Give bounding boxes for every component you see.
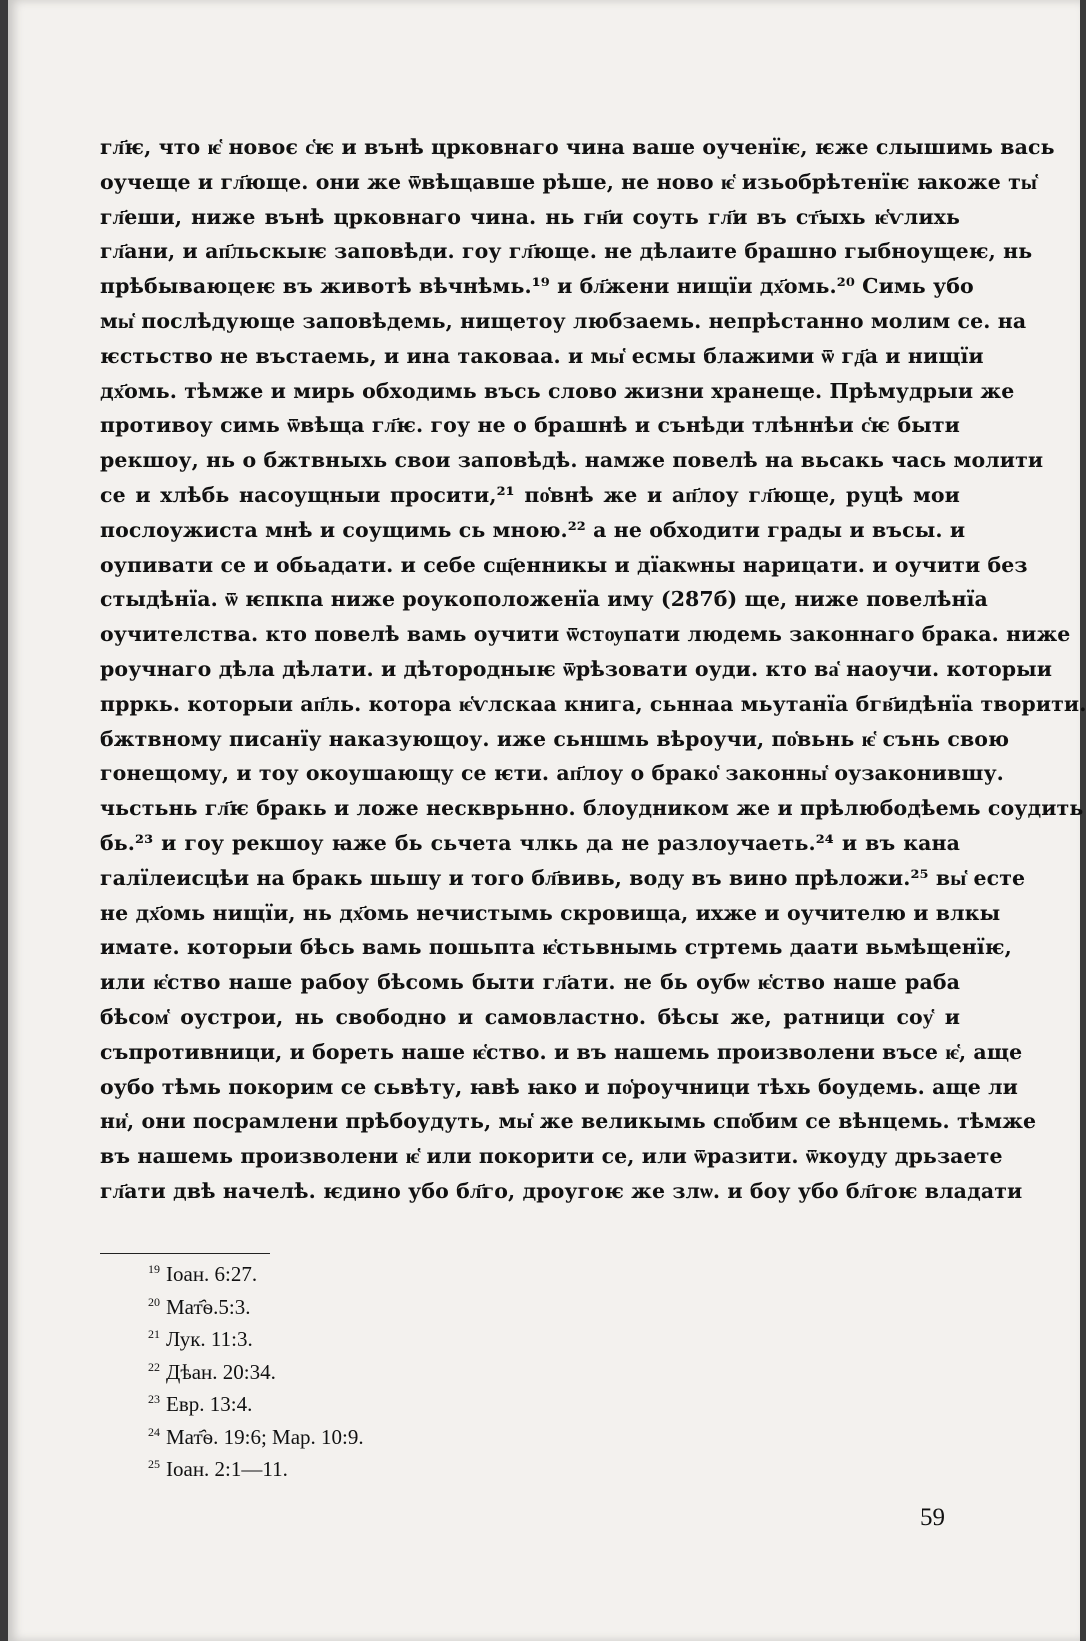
footnote-number: 20 xyxy=(148,1294,160,1309)
footnote-text: Мат҄ѳ.5:3. xyxy=(166,1294,251,1319)
page-number: 59 xyxy=(920,1504,945,1531)
footnote-number: 24 xyxy=(148,1424,160,1439)
footnote-separator xyxy=(100,1253,270,1254)
text-line: оучеще и гл҃юще. они же ѿвѣщавше рѣше, не ново ѥ҅ изьобрѣтенїѥ ꙗкоже ты҅ xyxy=(100,169,1038,194)
footnote-number: 22 xyxy=(148,1359,160,1374)
footnotes-block xyxy=(148,1256,364,1484)
footnote-text: Лук. 11:3. xyxy=(166,1327,253,1351)
footnote xyxy=(148,1289,364,1322)
text-line: бѣсом҅ оустрои, нь свободно и самовластно. бѣсы же, ратници соу҅ и xyxy=(100,1004,960,1029)
footnote-text: Дѣан. 20:34. xyxy=(166,1359,276,1384)
text-line: гл҃ати двѣ начелѣ. ѥдино убо бл҃го, дроугоѥ же злѡ. и боу убо бл҃гоѥ владати xyxy=(100,1178,1023,1203)
text-line: прѣбываюцеѥ въ животѣ вѣчнѣмь.¹⁹ и бл҃жени нищїи дх҃омь.²⁰ Симь убо xyxy=(100,274,974,299)
footnote-text: Іоан. 6:27. xyxy=(166,1262,258,1286)
text-line: оупивати се и обьадати. и себе сщ҃енникы и дїакѡны нарицати. и оучити без xyxy=(100,552,1028,577)
footnote xyxy=(148,1451,364,1484)
text-line: оубо тѣмь покорим се сьвѣту, ꙗвѣ ꙗко и по҅роучници тѣхь боудемь. аще ли xyxy=(100,1074,1018,1099)
text-line: прркь. которыи ап҃ль. котора ѥ҅ѵлскаа книга, сьннаа мьутанїа бгв҃идѣнїа творити. xyxy=(100,691,1086,716)
footnote-number: 23 xyxy=(148,1392,160,1406)
main-text-block xyxy=(100,130,1086,1209)
text-line: въ нашемь произволени ѥ҅ или покорити се, или ѿразити. ѿкоуду дрьзаете xyxy=(100,1144,1003,1169)
text-line: гл҃ѥ, что ѥ҅ новоє с҅ѥ и вънѣ црковнаго чина ваше оученїѥ, ѥже слышимь вась xyxy=(100,135,1055,159)
text-line: рекшоу, нь о бжтвныхь свои заповѣдѣ. намже повелѣ на вьсакь чась молити xyxy=(100,448,1044,473)
footnote-text: Евр. 13:4. xyxy=(166,1392,253,1416)
text-line: съпротивници, и бореть наше ѥ҅ство. и въ нашемь произволени въсе ѥ҅, аще xyxy=(100,1039,1023,1064)
footnote xyxy=(148,1386,364,1419)
text-line: чьстьнь гл҃ѥ бракь и ложе нескврьнно. блоудником же и прѣлюбодѣемь соудить xyxy=(100,796,1084,821)
text-line: галїлеисцѣи на бракь шьшу и того бл҃вивь, воду въ вино прѣложи.²⁵ вы҅ есте xyxy=(100,865,1026,890)
footnote xyxy=(148,1321,364,1354)
book-page xyxy=(8,0,1086,1641)
footnote xyxy=(148,1354,364,1387)
text-line: имате. которыи бѣсь вамь пошьпта ѥ҅стьвнымь стртемь даати вьмѣщенїѥ, xyxy=(100,935,1012,960)
text-line: ни҅, они посрамлени прѣбоудуть, мы҅ же великымь спо҅бим се вѣнцемь. тѣмже xyxy=(100,1109,1037,1134)
text-line: бжтвному писанїу наказующоу. иже сьншмь вѣроучи, по҅вьнь ѥ҅ сънь свою xyxy=(100,726,1010,751)
footnote-text: Іоан. 2:1—11. xyxy=(166,1457,288,1481)
text-line: не дх҃омь нищїи, нь дх҃омь нечистымь скровища, ихже и оучителю и влкы xyxy=(100,900,1001,925)
text-line: мы҅ послѣдующе заповѣдемь, нищетоу любзаемь. непрѣстанно молим се. на xyxy=(100,308,1027,333)
text-line: гонещому, и тоу окоушающу се ѥти. ап҃лоу о брако҅ законны҅ оузаконившу. xyxy=(100,761,1004,786)
text-line: се и хлѣбь насоущныи просити,²¹ по҅внѣ же и ап҃лоу гл҃юще, руцѣ мои xyxy=(100,482,960,507)
text-line: гл҃еши, ниже вънѣ црковнаго чина. нь гн҃и соуть гл҃и въ ст҃ыхь ѥ҅ѵлихь xyxy=(100,204,960,229)
footnote xyxy=(148,1419,364,1452)
footnote-number: 21 xyxy=(148,1327,160,1341)
footnote-text: Мат҄ѳ. 19:6; Мар. 10:9. xyxy=(166,1424,364,1449)
text-line: послоужиста мнѣ и соущимь сь мною.²² а не обходити грады и въсы. и xyxy=(100,517,966,542)
text-line: или ѥ҅ство наше рабоу бѣсомь быти гл҃ати. не бь оубѡ ѥ҅ство наше раба xyxy=(100,970,960,995)
footnote xyxy=(148,1256,364,1289)
text-line: роучнаго дѣла дѣлати. и дѣтородныѥ ѿрѣзовати оуди. кто ва҅ наоучи. которыи xyxy=(100,656,1053,681)
text-line: стыдѣнїа. ѿ ѥпкпа ниже роукоположенїа иму (287б) ще, ниже повелѣнїа xyxy=(100,587,988,612)
footnote-number: 25 xyxy=(148,1457,160,1471)
text-line: ѥстьство не въстаемь, и ина таковаа. и мы҅ есмы блажими ѿ гд҃а и нищїи xyxy=(100,343,984,368)
text-line: оучителства. кто повелѣ вамь оучити ѿстѹпати людемь законнаго брака. ниже xyxy=(100,622,1071,647)
footnote-number: 19 xyxy=(148,1262,160,1276)
text-line: гл҃ани, и ап҃льскыѥ заповѣди. гоу гл҃юще. не дѣлаите брашно гыбноущеѥ, нь xyxy=(100,239,1033,264)
text-line: бь.²³ и гоу рекшоу ꙗже бь сьчета члкь да не разлоучаеть.²⁴ и въ кана xyxy=(100,830,960,855)
text-line: дх҃омь. тѣмже и мирь обходимь въсь слово жизни хранеще. Прѣмудрыи же xyxy=(100,378,1015,403)
text-line: противоу симь ѿвѣща гл҃ѥ. гоу не о брашнѣ и сънѣди тлѣннѣи с҅ѥ быти xyxy=(100,413,960,438)
